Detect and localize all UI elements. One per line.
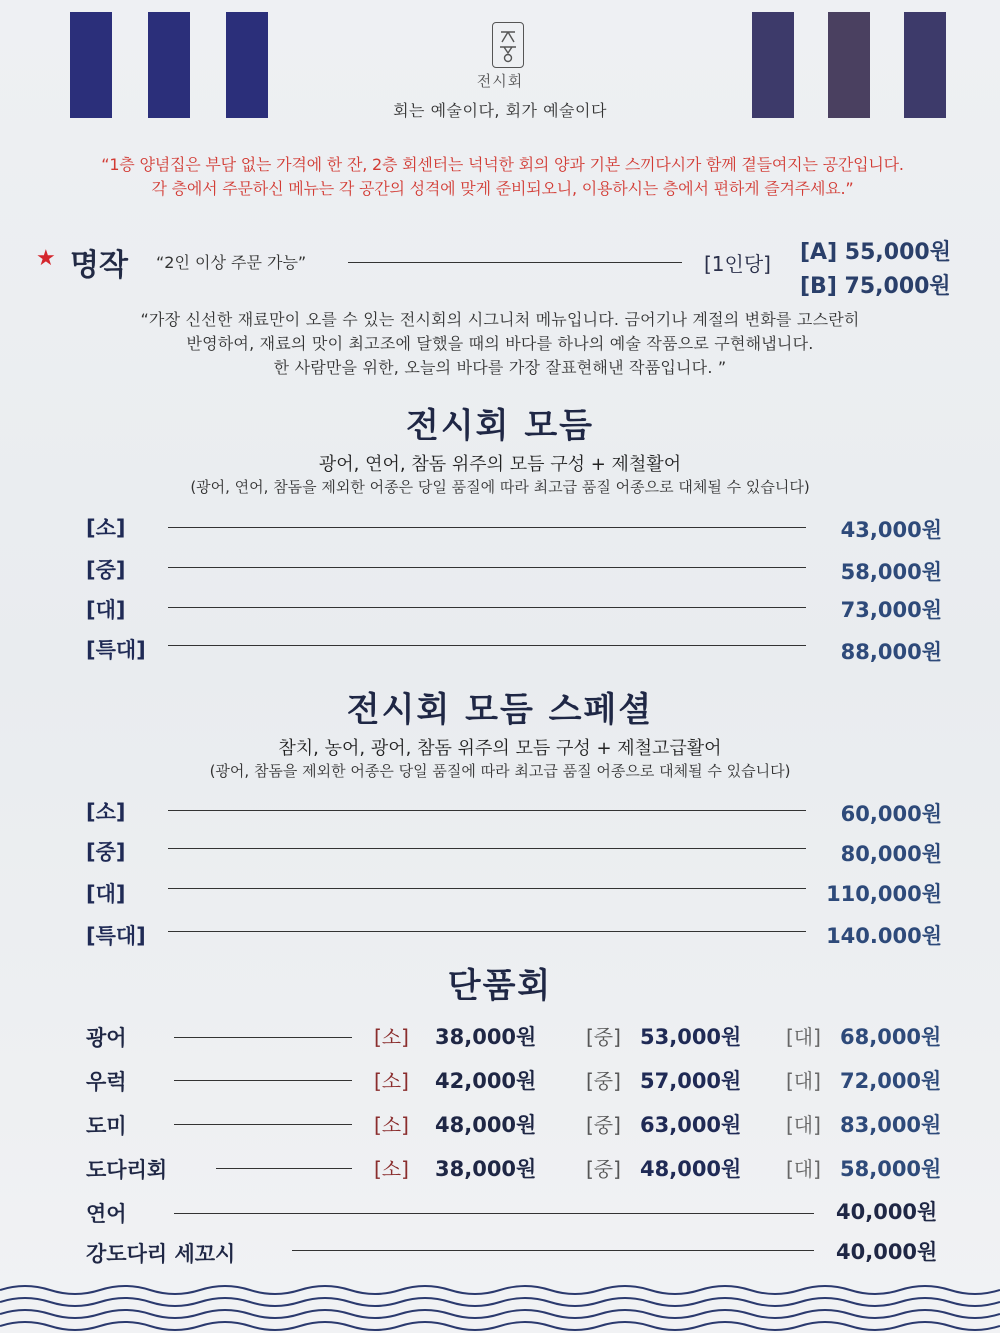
- danpum-tag-large: [대]: [786, 1113, 821, 1137]
- myeongjak-desc-3: 한 사람만을 위한, 오늘의 바다를 가장 잘표현해낸 작품입니다. ”: [273, 358, 727, 377]
- danpum-tag-medium: [중]: [586, 1113, 621, 1137]
- myeongjak-desc-2: 반영하여, 재료의 맛이 최고조에 달했을 때의 바다를 하나의 예술 작품으로 구현해냅니다.: [186, 334, 814, 353]
- leader-line: [174, 1124, 352, 1125]
- special-sub2: (광어, 참돔을 제외한 어종은 당일 품질에 따라 최고급 품질 어종으로 대체될 수 있습니다): [209, 762, 791, 780]
- special-sub1: 참치, 농어, 광어, 참돔 위주의 모듬 구성 + 제철고급활어: [278, 738, 722, 759]
- notice-line-1: “1층 양념집은 부담 없는 가격에 한 잔, 2층 회센터는 넉넉한 회의 양과 기본 스끼다시가 함께 곁들여지는 공간입니다.: [101, 155, 904, 174]
- modum-sub2: (광어, 연어, 참돔을 제외한 어종은 당일 품질에 따라 최고급 품질 어종으로 대체될 수 있습니다): [190, 478, 810, 496]
- single-name-1: 강도다리 세꼬시: [86, 1242, 236, 1266]
- danpum-price-large: 72,000원: [840, 1069, 942, 1093]
- leader-line: [174, 1213, 814, 1214]
- leader-line: [168, 888, 806, 889]
- logo-icon: [492, 22, 524, 68]
- danpum-tag-large: [대]: [786, 1069, 821, 1093]
- leader-line: [174, 1037, 352, 1038]
- leader-line: [174, 1080, 352, 1081]
- danpum-price-medium: 48,000원: [640, 1157, 742, 1181]
- myeongjak-note: “2인 이상 주문 가능”: [156, 253, 307, 272]
- danpum-tag-medium: [중]: [586, 1025, 621, 1049]
- danpum-price-large: 58,000원: [840, 1157, 942, 1181]
- special-size-3: [특대]: [86, 924, 146, 948]
- danpum-price-small: 48,000원: [435, 1113, 537, 1137]
- danpum-tag-large: [대]: [786, 1025, 821, 1049]
- leader-line: [168, 848, 806, 849]
- danpum-tag-medium: [중]: [586, 1069, 621, 1093]
- danpum-name-2: 도미: [86, 1114, 127, 1138]
- modum-price-0: 43,000원: [840, 518, 942, 542]
- danpum-tag-large: [대]: [786, 1157, 821, 1181]
- per-person-label: [1인당]: [704, 252, 771, 276]
- danpum-price-large: 68,000원: [840, 1025, 942, 1049]
- leader-line: [168, 645, 806, 646]
- price-a: [A] 55,000원: [800, 240, 951, 265]
- leader-line: [292, 1250, 814, 1251]
- price-b: [B] 75,000원: [800, 274, 951, 299]
- logo-name: 전시회: [476, 72, 524, 90]
- modum-title: 전시회 모듬: [405, 406, 595, 446]
- single-price-0: 40,000원: [836, 1200, 938, 1224]
- special-price-1: 80,000원: [840, 842, 942, 866]
- danpum-price-large: 83,000원: [840, 1113, 942, 1137]
- danpum-price-medium: 53,000원: [640, 1025, 742, 1049]
- leader-line: [168, 607, 806, 608]
- special-size-1: [중]: [86, 840, 126, 864]
- special-title: 전시회 모듬 스페셜: [346, 690, 654, 730]
- leader-line: [168, 527, 806, 528]
- danpum-tag-small: [소]: [374, 1113, 409, 1137]
- modum-sub1: 광어, 연어, 참돔 위주의 모듬 구성 + 제철활어: [318, 454, 682, 475]
- danpum-name-1: 우럭: [86, 1070, 127, 1094]
- modum-price-1: 58,000원: [840, 560, 942, 584]
- danpum-price-small: 42,000원: [435, 1069, 537, 1093]
- leader-line: [216, 1168, 352, 1169]
- special-price-0: 60,000원: [840, 802, 942, 826]
- danpum-tag-medium: [중]: [586, 1157, 621, 1181]
- single-price-1: 40,000원: [836, 1240, 938, 1264]
- danpum-price-small: 38,000원: [435, 1025, 537, 1049]
- myeongjak-title: 명작: [70, 248, 128, 283]
- danpum-price-medium: 63,000원: [640, 1113, 742, 1137]
- leader-line: [348, 262, 682, 263]
- myeongjak-desc-1: “가장 신선한 재료만이 오를 수 있는 전시회의 시그니처 메뉴입니다. 금어기나 계절의 변화를 고스란히: [140, 310, 860, 329]
- notice-line-2: 각 층에서 주문하신 메뉴는 각 공간의 성격에 맞게 준비되오니, 이용하시는 층에서 편하게 즐겨주세요.”: [151, 179, 854, 198]
- modum-size-3: [특대]: [86, 638, 146, 662]
- modum-size-0: [소]: [86, 516, 126, 540]
- special-size-2: [대]: [86, 882, 126, 906]
- star-icon: ★: [36, 246, 56, 271]
- modum-price-3: 88,000원: [840, 640, 942, 664]
- danpum-name-0: 광어: [86, 1026, 127, 1050]
- danpum-title: 단품회: [447, 966, 553, 1006]
- single-name-0: 연어: [86, 1202, 127, 1226]
- leader-line: [168, 567, 806, 568]
- special-size-0: [소]: [86, 800, 126, 824]
- danpum-tag-small: [소]: [374, 1025, 409, 1049]
- special-price-2: 110,000원: [826, 882, 942, 906]
- danpum-price-medium: 57,000원: [640, 1069, 742, 1093]
- special-price-3: 140.000원: [826, 924, 942, 948]
- slogan: 회는 예술이다, 회가 예술이다: [393, 101, 607, 120]
- danpum-name-3: 도다리회: [86, 1158, 168, 1182]
- danpum-tag-small: [소]: [374, 1157, 409, 1181]
- modum-size-1: [중]: [86, 558, 126, 582]
- leader-line: [168, 810, 806, 811]
- danpum-price-small: 38,000원: [435, 1157, 537, 1181]
- leader-line: [168, 931, 806, 932]
- modum-size-2: [대]: [86, 598, 126, 622]
- modum-price-2: 73,000원: [840, 598, 942, 622]
- wave-decoration: [0, 1282, 1000, 1333]
- danpum-tag-small: [소]: [374, 1069, 409, 1093]
